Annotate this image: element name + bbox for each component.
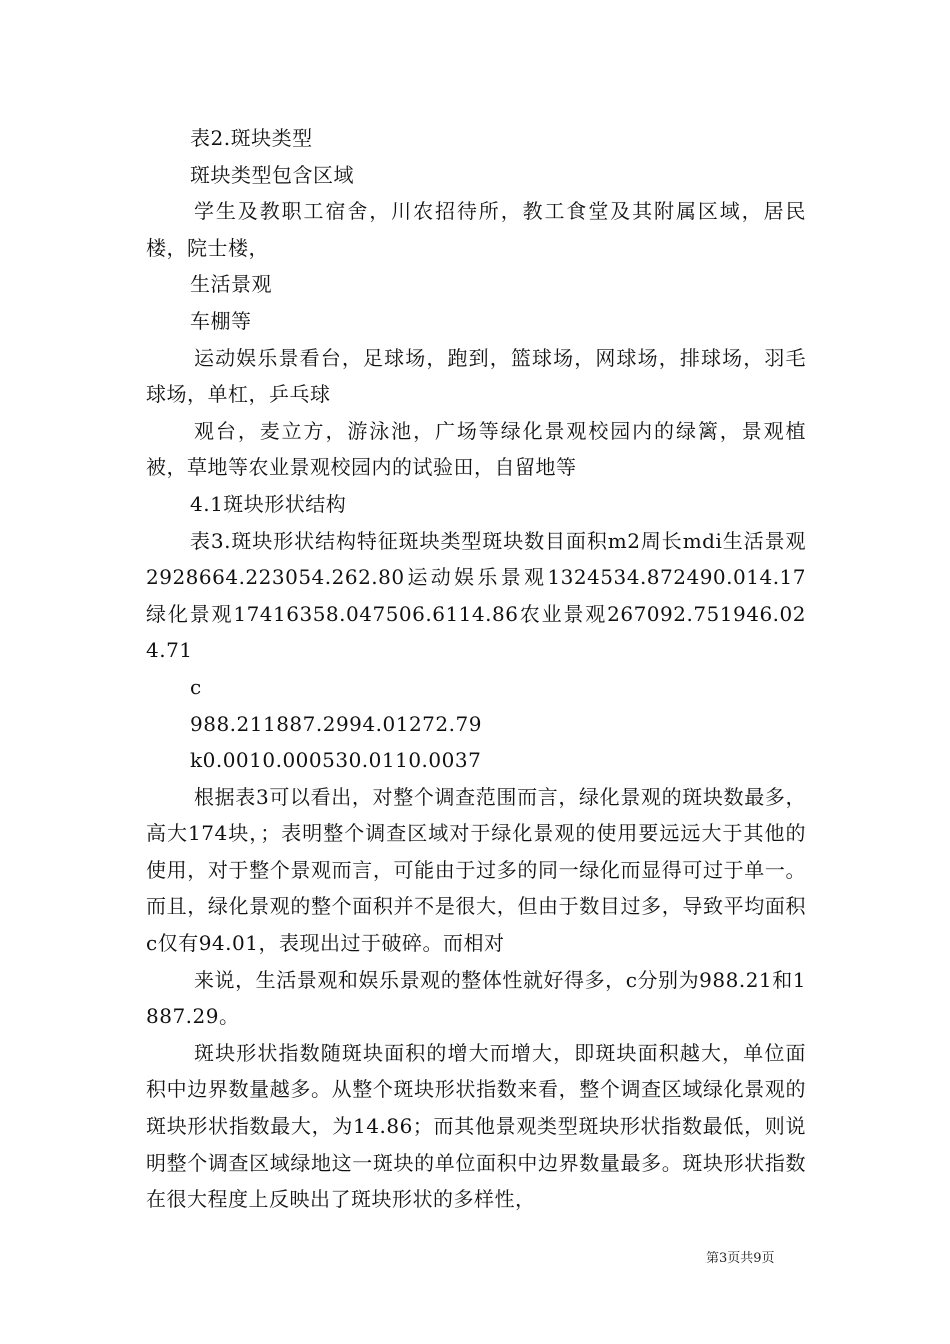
table-2-row-sports: 运动娱乐景看台，足球场，跑到，篮球场，网球场，排球场，羽毛球场，单杠，乒乓球	[146, 345, 806, 407]
section-heading-4-1: 4.1斑块形状结构	[190, 491, 347, 516]
table-2-header: 斑块类型包含区域	[190, 162, 354, 187]
analysis-paragraph-2: 来说，生活景观和娱乐景观的整体性就好得多，c分别为988.21和1887.29。	[146, 967, 806, 1029]
table-3-row-c-label: c	[190, 674, 202, 699]
table-2-row-bike-shed: 车棚等	[190, 308, 252, 333]
table-3-caption-data: 表3.斑块形状结构特征斑块类型斑块数目面积m2周长mdi生活景观2928664.223054.262.80运动娱乐景观1324534.872490.014.17绿化景观17416358.047506.6114.86农业景观267092.751946.024.71	[146, 528, 806, 663]
document-body	[146, 120, 806, 1218]
table-2-row-living-areas: 学生及教职工宿舍，川农招待所，教工食堂及其附属区域，居民楼，院士楼，	[146, 199, 806, 260]
table-3-row-c-values: 988.211887.2994.01272.79	[190, 711, 482, 736]
analysis-paragraph-3: 斑块形状指数随斑块面积的增大而增大，即斑块面积越大，单位面积中边界数量越多。从整个斑块形状指数来看，整个调查区域绿化景观的斑块形状指数最大，为14.86；而其他景观类型斑块形状指数最低，则说明整个调查区域绿地这一斑块的单位面积中边界数量最多。斑块形状指数在很大程度上反映出了斑块形状的多样性，	[146, 1040, 806, 1212]
analysis-paragraph-1: 根据表3可以看出，对整个调查范围而言，绿化景观的斑块数最多，高大174块，；表明整个调查区域对于绿化景观的使用要远远大于其他的使用，对于整个景观而言，可能由于过多的同一绿化而显得可过于单一。而且，绿化景观的整个面积并不是很大，但由于数目过多，导致平均面积c仅有94.01，表现出过于破碎。而相对	[146, 784, 806, 956]
table-2-row-living-label: 生活景观	[190, 272, 272, 297]
table-2-row-green-agri: 观台，麦立方，游泳池，广场等绿化景观校园内的绿篱，景观植被，草地等农业景观校园内的试验田，自留地等	[146, 418, 806, 480]
page-number-footer: 第3页共9页	[706, 1251, 775, 1266]
table-3-row-k-values: k0.0010.000530.0110.0037	[190, 748, 482, 773]
table-2-caption: 表2.斑块类型	[190, 126, 313, 150]
